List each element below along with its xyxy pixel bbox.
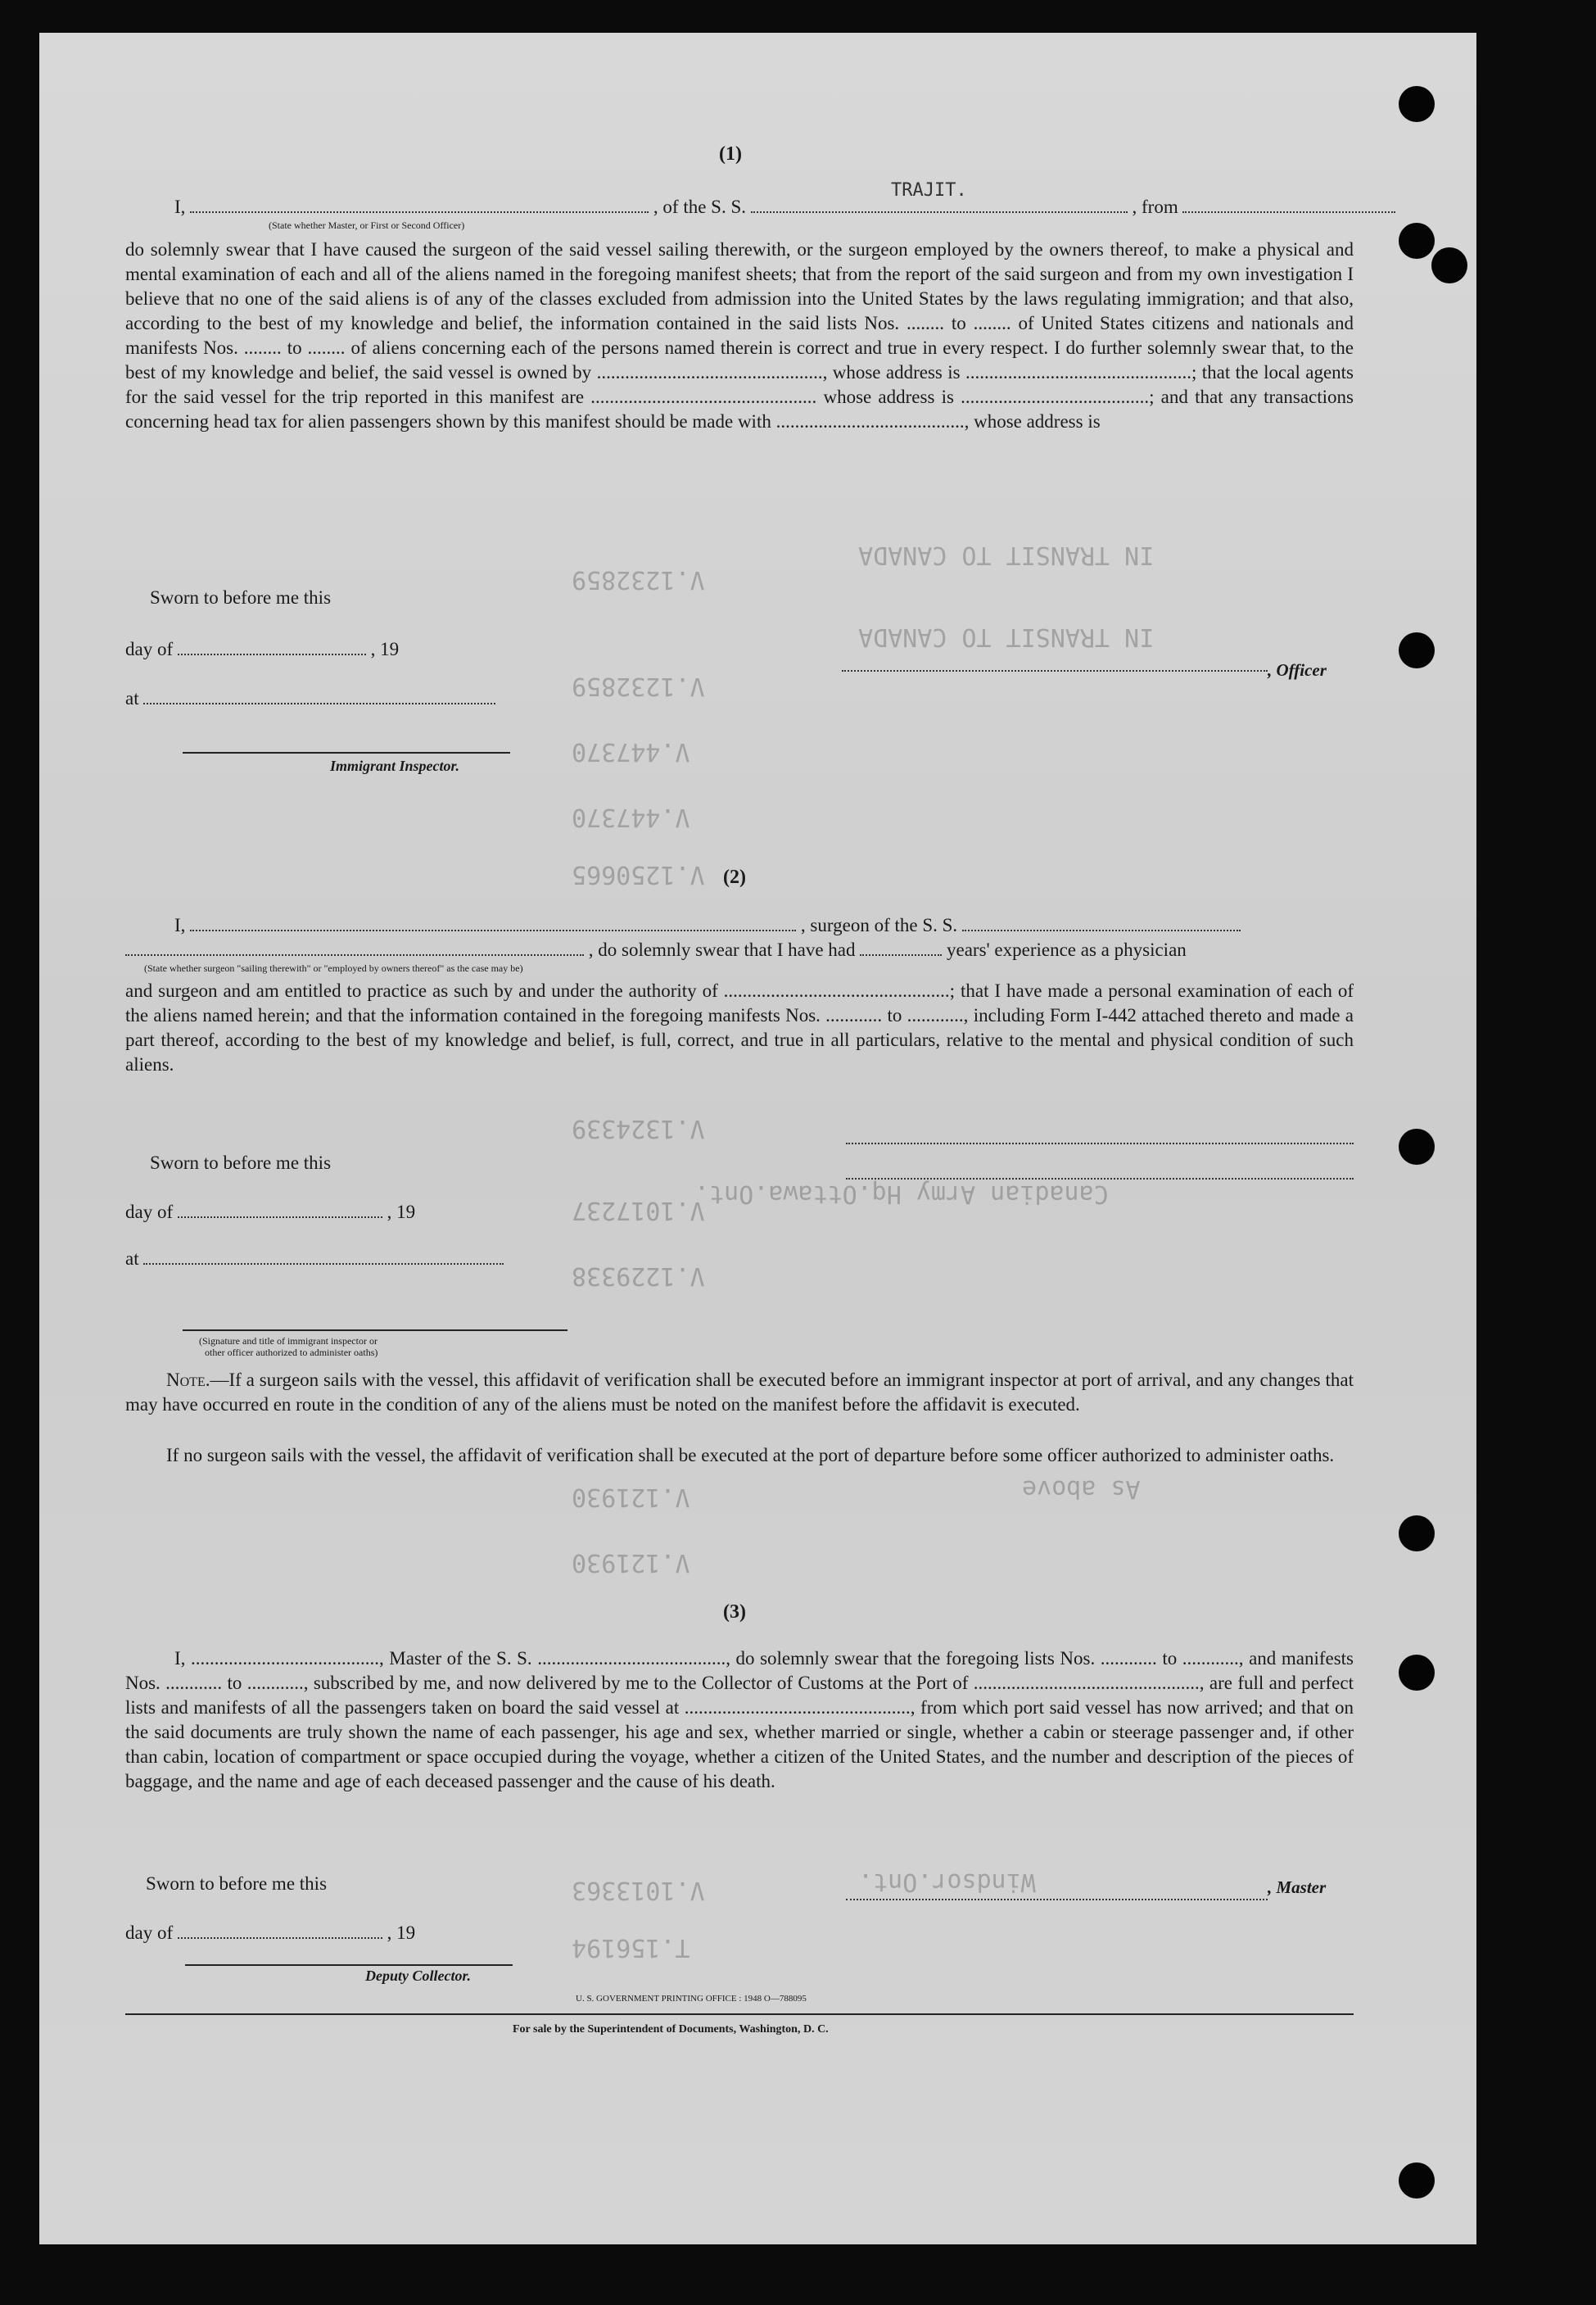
note-label: Note. xyxy=(166,1370,210,1390)
section-3-affidavit: I, ........................................, Master of the S. S. ........................................, do solemnly swear that the foregoing lists Nos. ............ to ............, and manifests Nos. ............ to ............, subscribed by me, and now delivered by me to the Collector of Customs at the Port of ................................................, are full and perfect lists and manifests of all the passengers taken on board the said vessel at ................................................, from which port said vessel has now arrived; and that on the said documents are truly shown the name of each passenger, his age and sex, whether married or single, whether a cabin or steerage passenger and, if other than cabin, location of compartment or space occupied during the voyage, whether a citizen of the United States, and the number and description of the pieces of baggage, and the name and age of each deceased passenger and the cause of his death. xyxy=(125,1648,1354,1791)
oath-line-1 xyxy=(174,195,1395,220)
day-of-line-2 xyxy=(125,1200,415,1225)
bleed-through-text: Canadian Army Hq.Ottawa.Ont. xyxy=(694,1180,1109,1208)
at-line-2 xyxy=(125,1247,504,1271)
bleed-through-text: V.1232859 xyxy=(572,672,705,700)
sworn-label-3: Sworn to before me this xyxy=(146,1873,328,1894)
punch-hole xyxy=(1399,1655,1435,1691)
bleed-through-text: V.447370 xyxy=(572,737,690,766)
day-of-line-1 xyxy=(125,637,399,662)
surgeon-line-1 xyxy=(174,913,1241,938)
bleed-through-text: V.1013363 xyxy=(572,1876,705,1904)
bleed-through-text: V.121930 xyxy=(572,1548,690,1577)
year-label: , 19 xyxy=(387,1922,416,1943)
punch-hole xyxy=(1399,632,1435,668)
surgeon-note xyxy=(125,1368,1354,1417)
manifest-page xyxy=(39,33,1476,2244)
punch-hole xyxy=(1399,86,1435,122)
bleed-through-text: IN TRANSIT TO CANADA xyxy=(858,541,1155,569)
section-2-number: (2) xyxy=(723,867,746,888)
bleed-through-text: Windsor.Ont. xyxy=(858,1868,1036,1896)
of-ss-label: , of the S. S. xyxy=(653,197,747,217)
day-of-label: day of xyxy=(125,1202,174,1222)
punch-hole xyxy=(1399,1515,1435,1551)
printing-office-line: U. S. GOVERNMENT PRINTING OFFICE : 1948 O—788095 xyxy=(576,1994,807,2004)
signature-note-1: (Signature and title of immigrant inspector or xyxy=(199,1335,378,1347)
officer-type-note: (State whether Master, or First or Second Officer) xyxy=(269,220,465,231)
sworn-label-2: Sworn to before me this xyxy=(150,1152,332,1173)
surgeon-signature-line-2 xyxy=(846,1178,1354,1180)
at-line-1 xyxy=(125,686,495,711)
bleed-through-text: V.1229338 xyxy=(572,1261,705,1290)
year-label: , 19 xyxy=(370,639,400,659)
surgeon-of-label: , surgeon of the S. S. xyxy=(800,915,958,935)
bleed-through-text: As above xyxy=(1022,1474,1141,1503)
bleed-through-text: V.1324339 xyxy=(572,1114,705,1143)
day-of-line-3 xyxy=(125,1921,415,1945)
year-label: , 19 xyxy=(387,1202,416,1222)
swear-years-label: , do solemnly swear that I have had xyxy=(588,940,856,960)
sworn-label-1: Sworn to before me this xyxy=(150,587,332,608)
inspector-signature-line xyxy=(183,752,510,754)
from-label: , from xyxy=(1132,197,1178,217)
at-label: at xyxy=(125,688,139,709)
note-text-2: If no surgeon sails with the vessel, the affidavit of verification shall be executed at the port of departure before some officer authorized to administer oaths. xyxy=(166,1445,1335,1465)
section-1-affidavit: do solemnly swear that I have caused the surgeon of the said vessel sailing therewith, or the surgeon employed by the owners thereof, to make a physical and mental examination of each and all of the aliens named in the foregoing manifest sheets; that from the report of the said surgeon and from my own investigation I believe that no one of the said aliens is of any of the classes excluded from admission into the United States by the laws regulating immigration; and that also, according to the best of my knowledge and belief, the information contained in the said lists Nos. ........ to ........ of United States citizens and nationals and manifests Nos. ........ to ........ of aliens concerning each of the persons named therein is correct and true in every respect. I do further solemnly swear that, to the best of my knowledge and belief, the said vessel is owned by ................................................, whose address is ................................................; that the local agents for the said vessel for the trip reported in this manifest are ................................................ whose address is ........................................; and that any transactions concerning head tax for alien passengers shown by this manifest should be made with ........................................, whose address is xyxy=(125,239,1354,432)
officer-label: , Officer xyxy=(1268,660,1327,680)
years-experience-label: years' experience as a physician xyxy=(947,940,1187,960)
footer-rule xyxy=(125,2013,1354,2015)
surgeon-line-2 xyxy=(125,938,1187,962)
bleed-through-text: V.447370 xyxy=(572,803,690,831)
no-surgeon-note xyxy=(125,1443,1354,1468)
deputy-signature-line xyxy=(185,1964,513,1966)
bleed-through-text: V.1232859 xyxy=(572,565,705,594)
bleed-through-text: IN TRANSIT TO CANADA xyxy=(858,623,1155,651)
officer-signature-line xyxy=(842,670,1268,672)
note-text: —If a surgeon sails with the vessel, this affidavit of verification shall be executed before an immigrant inspector at port of arrival, and any changes that may have occurred en route in the condition of any of the aliens must be noted on the manifest before the affidavit is executed. xyxy=(125,1370,1354,1415)
pronoun-i: I, xyxy=(174,915,186,935)
section-1-number: (1) xyxy=(719,143,742,165)
bleed-through-text: V.121930 xyxy=(572,1483,690,1511)
master-label: , Master xyxy=(1268,1877,1327,1897)
sale-notice: For sale by the Superintendent of Documents, Washington, D. C. xyxy=(513,2023,829,2036)
day-of-label: day of xyxy=(125,1922,174,1943)
day-of-label: day of xyxy=(125,639,174,659)
punch-hole xyxy=(1399,223,1435,259)
bleed-through-text: V.1250665 xyxy=(572,860,705,889)
bleed-through-text: T.156194 xyxy=(572,1933,690,1962)
inspector-signature-line-2 xyxy=(183,1329,567,1331)
at-label: at xyxy=(125,1248,139,1269)
pronoun-i: I, xyxy=(174,197,186,217)
immigrant-inspector-label: Immigrant Inspector. xyxy=(330,758,460,774)
ship-name-handwritten: TRAJIT. xyxy=(891,180,967,201)
section-2-affidavit: and surgeon and am entitled to practice as such by and under the authority of ................................................; that I have made a personal examination of each of the aliens named herein; and that the information contained in the foregoing manifests Nos. ............ to ............, including Form I-442 attached thereto and made a part thereof, according to the best of my knowledge and belief, is full, correct, and true in all particulars, relative to the mental and physical condition of such aliens. xyxy=(125,980,1354,1075)
surgeon-signature-line xyxy=(846,1143,1354,1144)
signature-note-2: other officer authorized to administer oaths) xyxy=(205,1347,378,1358)
bleed-through-text: V.1017237 xyxy=(572,1196,705,1225)
punch-hole xyxy=(1399,1129,1435,1165)
section-3-number: (3) xyxy=(723,1601,746,1623)
punch-hole xyxy=(1399,2162,1435,2199)
surgeon-type-note: (State whether surgeon "sailing therewith" or "employed by owners thereof" as the case may be) xyxy=(144,962,523,974)
master-signature-line xyxy=(846,1899,1268,1900)
deputy-collector-label: Deputy Collector. xyxy=(365,1968,471,1984)
punch-hole xyxy=(1431,247,1467,283)
